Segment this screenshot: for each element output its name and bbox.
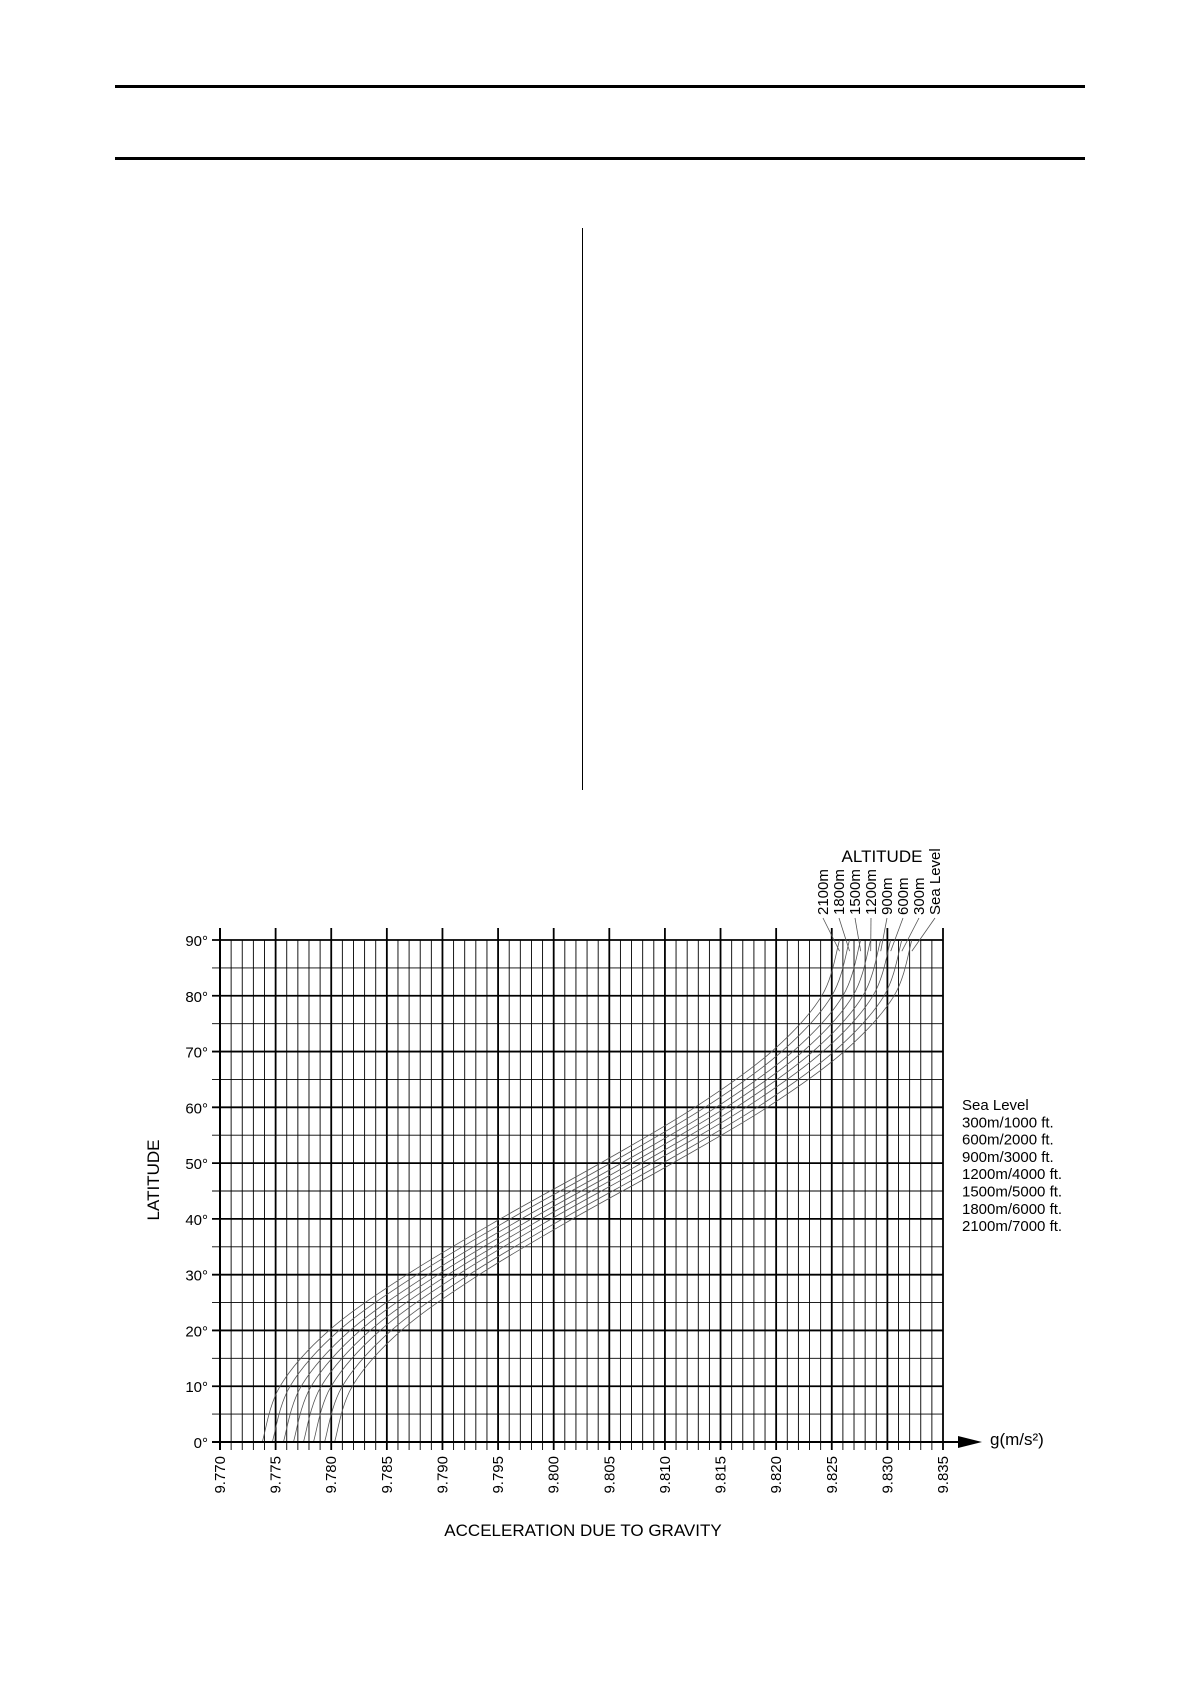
legend-entry: Sea Level xyxy=(962,1097,1029,1114)
y-tick-label: 0° xyxy=(193,1435,208,1452)
y-axis-label: LATITUDE xyxy=(144,1139,163,1221)
legend-entry: 1800m/6000 ft. xyxy=(962,1200,1063,1218)
legend-entry: 1200m/4000 ft. xyxy=(962,1166,1063,1184)
x-axis-arrow xyxy=(958,1436,982,1448)
x-tick-label: 9.810 xyxy=(656,1456,674,1494)
x-axis-label: ACCELERATION DUE TO GRAVITY xyxy=(444,1521,722,1540)
x-axis-unit-label: g(m/s²) xyxy=(990,1430,1044,1449)
y-tick-labels xyxy=(185,933,208,1452)
y-tick-label: 80° xyxy=(185,988,208,1006)
x-tick-labels xyxy=(212,1456,952,1494)
axes xyxy=(212,928,982,1450)
altitude-leader-line xyxy=(881,918,887,951)
y-tick-label: 20° xyxy=(185,1323,208,1341)
grid-major xyxy=(212,928,943,1450)
altitude-leader-line xyxy=(891,918,903,951)
altitude-label: 600m xyxy=(895,877,912,915)
legend-entry: 900m/3000 ft. xyxy=(962,1148,1054,1166)
y-tick-label: 40° xyxy=(185,1211,208,1229)
legend-entry: 300m/1000 ft. xyxy=(962,1114,1054,1132)
x-tick-label: 9.795 xyxy=(490,1456,508,1494)
y-tick-label: 30° xyxy=(185,1267,208,1285)
x-tick-label: 9.815 xyxy=(712,1456,730,1494)
x-tick-label: 9.825 xyxy=(823,1456,841,1494)
y-tick-label: 60° xyxy=(185,1100,208,1118)
altitude-label: Sea Level xyxy=(927,848,944,915)
altitude-label: 1800m xyxy=(831,869,848,915)
x-tick-label: 9.800 xyxy=(545,1456,563,1494)
legend xyxy=(962,1097,1062,1235)
x-tick-label: 9.805 xyxy=(601,1456,619,1494)
altitude-label: 1200m xyxy=(863,869,880,915)
legend-entry: 2100m/7000 ft. xyxy=(962,1218,1063,1236)
y-tick-label: 10° xyxy=(185,1379,208,1397)
altitude-leader-line xyxy=(855,918,861,951)
y-tick-label: 50° xyxy=(185,1156,208,1174)
altitude-label: 300m xyxy=(911,877,928,915)
y-tick-label: 70° xyxy=(185,1044,208,1062)
altitude-leader-line xyxy=(839,918,850,951)
x-tick-label: 9.790 xyxy=(434,1456,452,1494)
x-tick-label: 9.830 xyxy=(879,1456,897,1494)
x-tick-label: 9.770 xyxy=(212,1456,229,1494)
altitude-label: 1500m xyxy=(847,869,864,915)
grid-minor xyxy=(212,940,943,1450)
altitude-label: 900m xyxy=(879,877,896,915)
y-tick-label: 90° xyxy=(185,933,208,950)
x-tick-label: 9.835 xyxy=(935,1456,952,1494)
x-tick-label: 9.820 xyxy=(768,1456,786,1494)
chart-title: ALTITUDE xyxy=(841,847,923,866)
x-tick-label: 9.785 xyxy=(378,1456,396,1494)
legend-entry: 1500m/5000 ft. xyxy=(962,1183,1063,1201)
altitude-label: 2100m xyxy=(815,869,832,915)
x-tick-label: 9.780 xyxy=(323,1456,341,1494)
x-tick-label: 9.775 xyxy=(267,1456,285,1494)
legend-entry: 600m/2000 ft. xyxy=(962,1131,1054,1149)
